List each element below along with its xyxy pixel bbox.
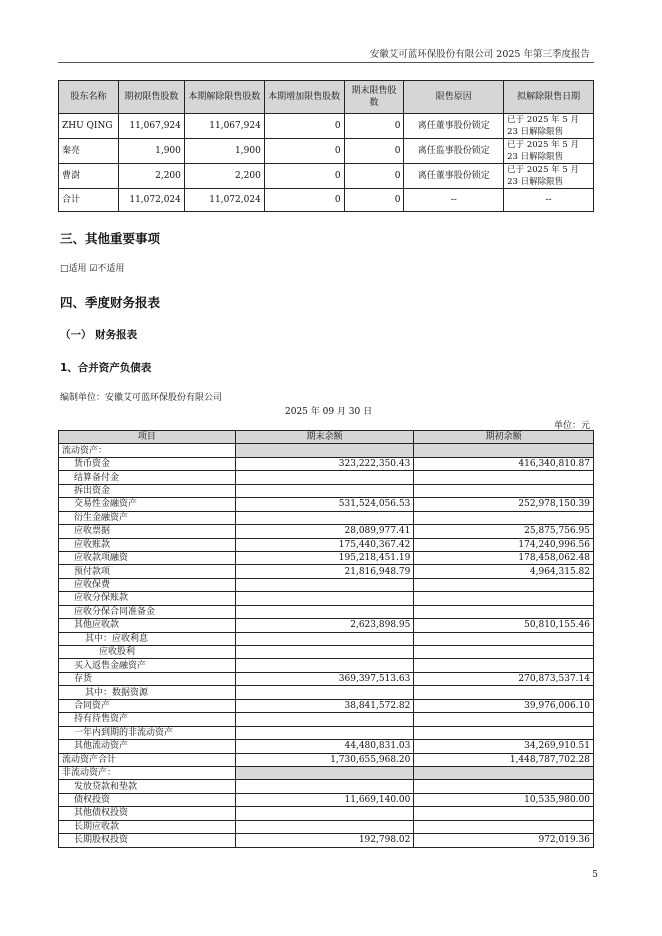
- table-cell: 1,900: [184, 139, 264, 164]
- table-row: [59, 820, 594, 833]
- line-item-label: 其中：应收利息: [59, 632, 236, 645]
- line-item-label: 发放贷款和垫款: [59, 780, 236, 793]
- table-cell: 已于 2025 年 5 月 23 日解除限售: [504, 164, 594, 189]
- table-cell: 离任董事股份锁定: [404, 114, 504, 139]
- period-end-amount: [235, 471, 414, 484]
- period-end-amount: [235, 444, 414, 457]
- table-row: [59, 189, 594, 212]
- line-item-label: 应收分保合同准备金: [59, 605, 236, 618]
- table-header-row: [59, 431, 594, 444]
- table-row: [59, 672, 594, 685]
- table-row: [59, 164, 594, 189]
- line-item-label: 债权投资: [59, 793, 236, 806]
- line-item-label: 应收款项融资: [59, 551, 236, 564]
- period-end-amount: [235, 632, 414, 645]
- line-item-label: 应收票据: [59, 525, 236, 538]
- line-item-label: 买入返售金融资产: [59, 659, 236, 672]
- period-end-amount: 11,669,140.00: [235, 793, 414, 806]
- period-begin-amount: 4,964,315.82: [414, 565, 594, 578]
- line-item-label: 其他流动资产: [59, 740, 236, 753]
- period-begin-amount: [414, 444, 594, 457]
- table-cell: 已于 2025 年 5 月 23 日解除限售: [504, 114, 594, 139]
- table-row: [59, 646, 594, 659]
- period-begin-amount: [414, 686, 594, 699]
- table-row: [59, 525, 594, 538]
- table-cell: 合计: [59, 189, 119, 212]
- line-item-label: 预付款项: [59, 565, 236, 578]
- period-end-amount: 44,480,831.03: [235, 740, 414, 753]
- line-item-label: 拆出资金: [59, 484, 236, 497]
- balance-sheet-table: [58, 430, 594, 848]
- column-header: 本期增加限售股数: [264, 81, 344, 114]
- line-item-label: 应收股利: [59, 646, 236, 659]
- period-end-amount: [235, 766, 414, 779]
- table-cell: 0: [344, 139, 404, 164]
- table-row: [59, 605, 594, 618]
- period-end-amount: [235, 807, 414, 820]
- page-number: 5: [592, 870, 598, 880]
- section-other-matters-title: 三、其他重要事项: [60, 231, 161, 246]
- line-item-label: 存货: [59, 672, 236, 685]
- period-end-amount: 192,798.02: [235, 834, 414, 847]
- period-begin-amount: [414, 807, 594, 820]
- period-end-amount: 531,524,056.53: [235, 498, 414, 511]
- period-end-amount: 21,816,948.79: [235, 565, 414, 578]
- column-header: 本期解除限售股数: [184, 81, 264, 114]
- period-end-amount: 195,218,451.19: [235, 551, 414, 564]
- balance-sheet-title: 1、合并资产负债表: [60, 362, 152, 374]
- table-row: [59, 471, 594, 484]
- table-cell: 已于 2025 年 5 月 23 日解除限售: [504, 139, 594, 164]
- table-cell: 离任董事股份锁定: [404, 164, 504, 189]
- period-end-amount: [235, 511, 414, 524]
- line-item-label: 非流动资产：: [59, 766, 236, 779]
- line-item-label: 其中：数据资源: [59, 686, 236, 699]
- line-item-label: 应收分保账款: [59, 592, 236, 605]
- line-item-label: 一年内到期的非流动资产: [59, 726, 236, 739]
- table-row: [59, 538, 594, 551]
- table-cell: 11,072,024: [118, 189, 184, 212]
- period-begin-amount: [414, 726, 594, 739]
- period-begin-amount: [414, 646, 594, 659]
- table-row: [59, 713, 594, 726]
- period-begin-amount: [414, 605, 594, 618]
- period-end-amount: 2,623,898.95: [235, 619, 414, 632]
- table-row: [59, 686, 594, 699]
- table-cell: 秦亮: [59, 139, 119, 164]
- column-header: 股东名称: [59, 81, 119, 114]
- period-end-amount: [235, 726, 414, 739]
- table-row: [59, 753, 594, 766]
- table-row: [59, 793, 594, 806]
- table-row: [59, 139, 594, 164]
- table-row: [59, 726, 594, 739]
- period-begin-amount: 972,019.36: [414, 834, 594, 847]
- line-item-label: 其他应收款: [59, 619, 236, 632]
- table-cell: 曹澍: [59, 164, 119, 189]
- period-begin-amount: 50,810,155.46: [414, 619, 594, 632]
- period-end-amount: [235, 820, 414, 833]
- line-item-label: 衍生金融资产: [59, 511, 236, 524]
- table-cell: 2,200: [184, 164, 264, 189]
- column-header: 期初余额: [414, 431, 594, 444]
- line-item-label: 交易性金融资产: [59, 498, 236, 511]
- period-end-amount: [235, 659, 414, 672]
- table-row: [59, 114, 594, 139]
- report-date: 2025 年 09 月 30 日: [285, 407, 373, 417]
- period-begin-amount: [414, 511, 594, 524]
- table-row: [59, 740, 594, 753]
- period-begin-amount: [414, 484, 594, 497]
- period-begin-amount: [414, 820, 594, 833]
- period-begin-amount: 174,240,996.56: [414, 538, 594, 551]
- table-cell: 离任监事股份锁定: [404, 139, 504, 164]
- table-cell: 11,072,024: [184, 189, 264, 212]
- period-begin-amount: 1,448,787,702.28: [414, 753, 594, 766]
- table-cell: 2,200: [118, 164, 184, 189]
- section-financial-statements-title: 四、季度财务报表: [60, 295, 161, 310]
- table-cell: --: [404, 189, 504, 212]
- table-row: [59, 699, 594, 712]
- period-end-amount: 369,397,513.63: [235, 672, 414, 685]
- period-end-amount: [235, 713, 414, 726]
- table-row: [59, 780, 594, 793]
- line-item-label: 结算备付金: [59, 471, 236, 484]
- period-end-amount: 1,730,655,968.20: [235, 753, 414, 766]
- table-cell: --: [504, 189, 594, 212]
- line-item-label: 长期股权投资: [59, 834, 236, 847]
- period-begin-amount: 34,269,910.51: [414, 740, 594, 753]
- table-row: [59, 619, 594, 632]
- table-row: [59, 565, 594, 578]
- period-begin-amount: [414, 766, 594, 779]
- table-row: [59, 551, 594, 564]
- table-cell: ZHU QING: [59, 114, 119, 139]
- table-cell: 0: [344, 114, 404, 139]
- period-begin-amount: 270,873,537.14: [414, 672, 594, 685]
- column-header: 限售原因: [404, 81, 504, 114]
- page-header: 安徽艾可蓝环保股份有限公司 2025 年第三季度报告: [369, 49, 590, 60]
- period-begin-amount: 39,976,006.10: [414, 699, 594, 712]
- table-cell: 11,067,924: [118, 114, 184, 139]
- financial-statements-subtitle: （一） 财务报表: [60, 329, 138, 341]
- line-item-label: 货币资金: [59, 457, 236, 470]
- period-begin-amount: [414, 632, 594, 645]
- table-row: [59, 834, 594, 847]
- table-cell: 0: [344, 189, 404, 212]
- table-row: [59, 444, 594, 457]
- table-row: [59, 766, 594, 779]
- period-end-amount: 28,089,977.41: [235, 525, 414, 538]
- table-row: [59, 807, 594, 820]
- line-item-label: 持有待售资产: [59, 713, 236, 726]
- column-header: 期初限售股数: [118, 81, 184, 114]
- column-header: 拟解除限售日期: [504, 81, 594, 114]
- line-item-label: 流动资产合计: [59, 753, 236, 766]
- table-row: [59, 484, 594, 497]
- table-row: [59, 592, 594, 605]
- table-cell: 11,067,924: [184, 114, 264, 139]
- period-end-amount: [235, 592, 414, 605]
- table-cell: 0: [264, 189, 344, 212]
- line-item-label: 长期应收款: [59, 820, 236, 833]
- period-end-amount: 175,440,367.42: [235, 538, 414, 551]
- period-end-amount: [235, 605, 414, 618]
- period-begin-amount: [414, 592, 594, 605]
- line-item-label: 其他债权投资: [59, 807, 236, 820]
- column-header: 期末余额: [235, 431, 414, 444]
- period-end-amount: [235, 780, 414, 793]
- period-begin-amount: 416,340,810.87: [414, 457, 594, 470]
- table-row: [59, 659, 594, 672]
- period-end-amount: [235, 578, 414, 591]
- table-header-row: [59, 81, 594, 114]
- period-begin-amount: [414, 659, 594, 672]
- table-row: [59, 511, 594, 524]
- table-row: [59, 498, 594, 511]
- period-end-amount: [235, 484, 414, 497]
- line-item-label: 应收账款: [59, 538, 236, 551]
- table-cell: 1,900: [118, 139, 184, 164]
- period-end-amount: [235, 686, 414, 699]
- period-end-amount: 38,841,572.82: [235, 699, 414, 712]
- period-end-amount: 323,222,350.43: [235, 457, 414, 470]
- period-begin-amount: [414, 578, 594, 591]
- restricted-shares-table: [58, 80, 594, 212]
- table-cell: 0: [264, 114, 344, 139]
- period-begin-amount: 10,535,980.00: [414, 793, 594, 806]
- table-cell: 0: [344, 164, 404, 189]
- period-begin-amount: [414, 780, 594, 793]
- period-begin-amount: 25,875,756.95: [414, 525, 594, 538]
- table-row: [59, 578, 594, 591]
- table-cell: 0: [264, 139, 344, 164]
- table-row: [59, 632, 594, 645]
- table-cell: 0: [264, 164, 344, 189]
- period-begin-amount: 252,978,150.39: [414, 498, 594, 511]
- line-item-label: 流动资产：: [59, 444, 236, 457]
- period-begin-amount: 178,458,062.48: [414, 551, 594, 564]
- line-item-label: 应收保费: [59, 578, 236, 591]
- compiler-unit: 编制单位：安徽艾可蓝环保股份有限公司: [60, 393, 223, 403]
- applicability-status: □适用 ☑不适用: [60, 264, 125, 274]
- period-begin-amount: [414, 471, 594, 484]
- column-header: 项目: [59, 431, 236, 444]
- period-end-amount: [235, 646, 414, 659]
- line-item-label: 合同资产: [59, 699, 236, 712]
- period-begin-amount: [414, 713, 594, 726]
- header-divider: [58, 62, 594, 63]
- table-row: [59, 457, 594, 470]
- column-header: 期末限售股数: [344, 81, 404, 114]
- currency-unit: 单位：元: [553, 421, 590, 431]
